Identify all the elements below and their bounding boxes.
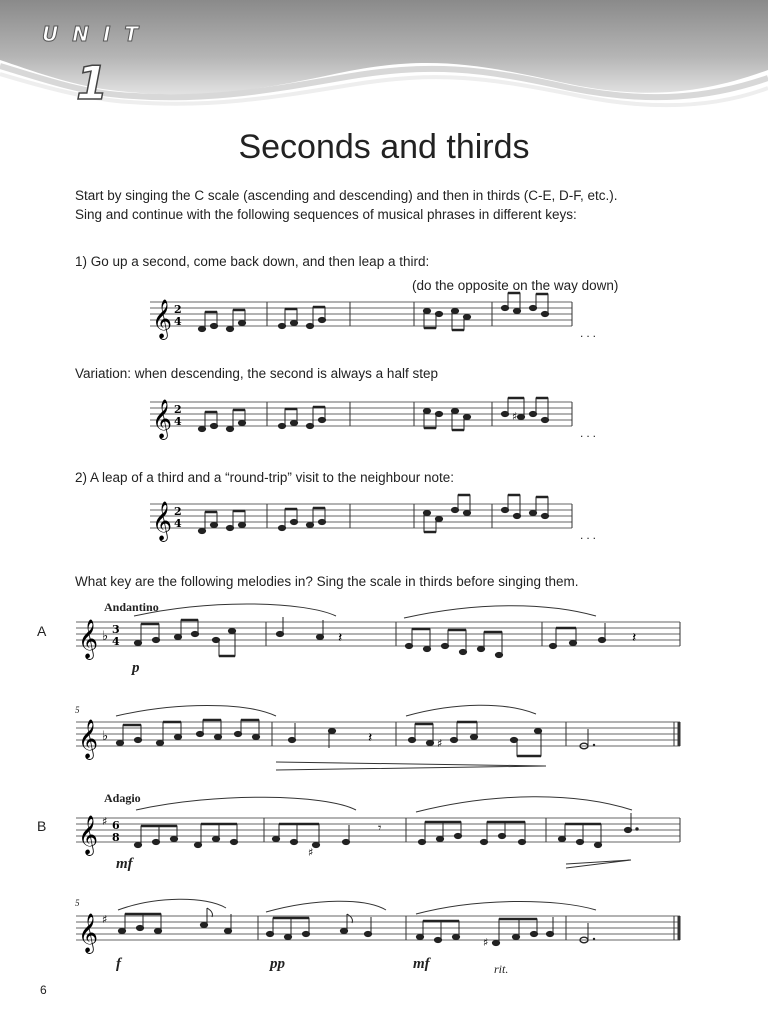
treble-clef-icon: 𝄞 <box>152 501 173 541</box>
quarter-rest-icon: 𝄽 <box>368 730 373 746</box>
treble-clef-icon: 𝄞 <box>78 619 99 659</box>
time-signature-bottom: 4 <box>174 415 182 428</box>
treble-clef-icon: 𝄞 <box>152 299 173 339</box>
variation-continuation: ... <box>580 426 600 440</box>
sharp-icon: ♯ <box>512 410 518 423</box>
melody-b-dynamic-f: f <box>116 956 121 972</box>
intro-line-2: Sing and continue with the following sequences of musical phrases in different keys: <box>75 207 577 222</box>
time-signature-top: 3 <box>112 623 120 636</box>
page-title: Seconds and thirds <box>238 128 530 166</box>
melody-a-staff-line-1 <box>76 612 686 662</box>
melody-b-staff-line-1 <box>76 806 686 876</box>
sharp-icon: ♯ <box>102 913 108 926</box>
melody-b-dynamic-mf: mf <box>413 956 430 972</box>
time-signature-top: 6 <box>112 819 120 832</box>
treble-clef-icon: 𝄞 <box>78 719 99 759</box>
unit-number: 1 <box>76 56 109 110</box>
exercise-1-instruction: 1) Go up a second, come back down, and then leap a third: <box>75 254 430 269</box>
melody-a-measure-number: 5 <box>75 705 80 715</box>
time-signature-top: 2 <box>174 303 182 316</box>
melody-a-label: A <box>37 623 47 639</box>
melody-b-rit: rit. <box>494 962 509 976</box>
exercise-2-staff <box>150 500 590 544</box>
melody-b-label: B <box>37 818 47 834</box>
time-signature-bottom: 4 <box>112 635 120 648</box>
unit-label: UNIT <box>42 22 153 46</box>
quarter-rest-icon: 𝄽 <box>338 630 343 646</box>
intro-line-1: Start by singing the C scale (ascending and descending) and then in thirds (C-E, D-F, etc.). <box>75 188 618 203</box>
melody-b-dynamic-pp: pp <box>270 956 285 972</box>
page-number: 6 <box>40 983 47 997</box>
exercise-1-continuation: ... <box>580 326 600 340</box>
melody-a-tempo: Andantino <box>104 600 159 614</box>
sharp-icon: ♯ <box>437 737 443 750</box>
flat-icon: ♭ <box>102 729 109 744</box>
quarter-rest-icon: 𝄽 <box>632 630 637 646</box>
flat-icon: ♭ <box>102 629 109 644</box>
sharp-icon: ♯ <box>483 936 489 949</box>
time-signature-top: 2 <box>174 403 182 416</box>
unit-header <box>0 0 768 120</box>
melody-b-measure-number: 5 <box>75 898 80 908</box>
exercise-2-continuation: ... <box>580 528 600 542</box>
melody-a-staff-line-2 <box>76 712 686 774</box>
key-question: What key are the following melodies in? Sing the scale in thirds before singing them. <box>75 574 579 589</box>
exercise-1-staff <box>150 298 590 342</box>
variation-staff <box>150 398 590 442</box>
treble-clef-icon: 𝄞 <box>78 913 99 953</box>
treble-clef-icon: 𝄞 <box>152 399 173 439</box>
time-signature-top: 2 <box>174 505 182 518</box>
melody-b-tempo: Adagio <box>104 791 141 805</box>
time-signature-bottom: 4 <box>174 517 182 530</box>
header-wave-graphic <box>0 0 768 120</box>
time-signature-bottom: 8 <box>112 831 120 844</box>
time-signature-bottom: 4 <box>174 315 182 328</box>
exercise-2-instruction: 2) A leap of a third and a “round-trip” visit to the neighbour note: <box>75 470 454 485</box>
treble-clef-icon: 𝄞 <box>78 815 99 855</box>
variation-instruction: Variation: when descending, the second is always a half step <box>75 366 438 381</box>
melody-b-dynamic: mf <box>116 856 133 872</box>
exercise-1-note: (do the opposite on the way down) <box>412 278 619 293</box>
melody-a-dynamic: p <box>132 660 140 676</box>
sharp-icon: ♯ <box>102 815 108 828</box>
sharp-icon: ♯ <box>308 846 314 859</box>
eighth-rest-icon: 𝄾 <box>378 821 382 836</box>
melody-b-staff-line-2 <box>76 904 686 960</box>
